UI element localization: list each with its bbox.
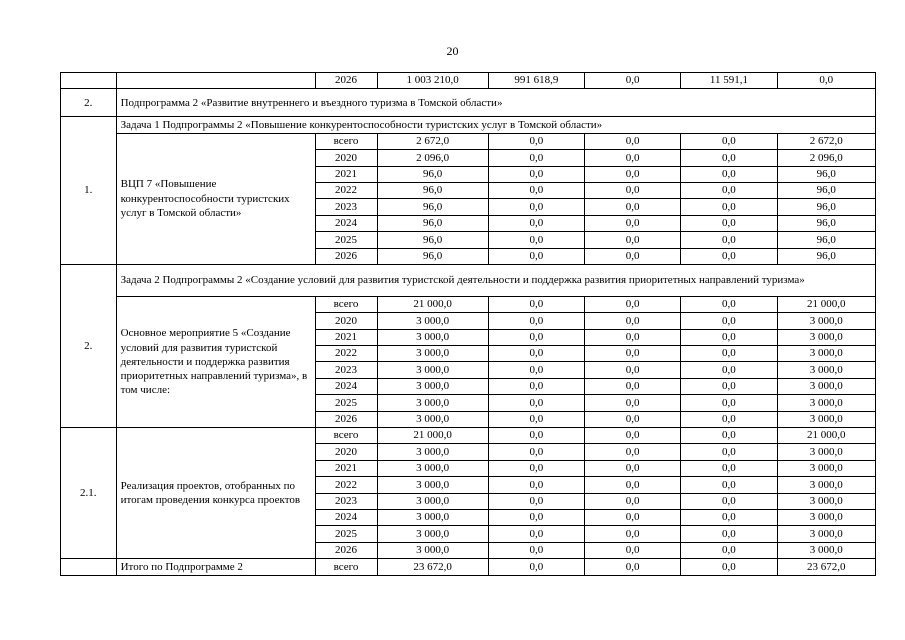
activity-name: Реализация проектов, отобранных по итогам проведения конкурса проектов	[116, 428, 315, 559]
value-cell: 0,0	[585, 182, 681, 198]
value-cell: 0,0	[488, 199, 584, 215]
value-cell: 3 000,0	[377, 542, 488, 558]
value-cell: 21 000,0	[777, 296, 875, 312]
value-cell: 3 000,0	[377, 444, 488, 460]
year-cell: 2020	[315, 444, 377, 460]
value-cell: 0,0	[585, 150, 681, 166]
value-cell: 991 618,9	[488, 73, 584, 89]
year-cell: 2026	[315, 411, 377, 427]
value-cell: 0,0	[488, 395, 584, 411]
year-cell: 2020	[315, 313, 377, 329]
value-cell: 0,0	[488, 542, 584, 558]
value-cell: 2 672,0	[777, 133, 875, 149]
value-cell: 0,0	[585, 313, 681, 329]
activity-name: Основное мероприятие 5 «Создание условий для развития туристской деятельности и поддержка развития приоритетных направлений туризма», в том числе:	[116, 296, 315, 427]
value-cell: 0,0	[585, 346, 681, 362]
value-cell: 0,0	[681, 133, 777, 149]
value-cell: 0,0	[488, 166, 584, 182]
value-cell: 0,0	[488, 509, 584, 525]
value-cell: 11 591,1	[681, 73, 777, 89]
value-cell: 0,0	[585, 248, 681, 264]
year-cell: 2024	[315, 378, 377, 394]
value-cell: 0,0	[488, 559, 584, 575]
value-cell: 96,0	[777, 166, 875, 182]
year-cell: 2022	[315, 182, 377, 198]
value-cell: 0,0	[585, 460, 681, 476]
value-cell: 3 000,0	[377, 509, 488, 525]
value-cell: 96,0	[377, 248, 488, 264]
value-cell: 3 000,0	[377, 395, 488, 411]
value-cell: 0,0	[681, 460, 777, 476]
value-cell: 3 000,0	[777, 493, 875, 509]
value-cell: 0,0	[488, 215, 584, 231]
budget-table	[60, 72, 876, 576]
value-cell: 0,0	[681, 248, 777, 264]
year-cell: 2026	[315, 248, 377, 264]
value-cell: 0,0	[488, 150, 584, 166]
task-title-row	[61, 264, 876, 296]
value-cell: 0,0	[488, 477, 584, 493]
value-cell: 96,0	[777, 248, 875, 264]
value-cell: 0,0	[681, 526, 777, 542]
value-cell: 0,0	[681, 199, 777, 215]
value-cell: 96,0	[377, 166, 488, 182]
page-number: 20	[446, 44, 459, 58]
value-cell: 96,0	[377, 215, 488, 231]
value-cell: 0,0	[585, 362, 681, 378]
value-cell: 0,0	[681, 509, 777, 525]
value-cell: 3 000,0	[377, 460, 488, 476]
value-cell: 0,0	[488, 248, 584, 264]
value-cell: 0,0	[585, 378, 681, 394]
value-cell: 2 672,0	[377, 133, 488, 149]
value-cell: 0,0	[488, 133, 584, 149]
year-cell: всего	[315, 559, 377, 575]
value-cell: 3 000,0	[777, 313, 875, 329]
value-cell: 3 000,0	[777, 444, 875, 460]
value-cell: 0,0	[488, 232, 584, 248]
value-cell: 0,0	[681, 542, 777, 558]
value-cell: 0,0	[488, 493, 584, 509]
value-cell: 0,0	[585, 73, 681, 89]
value-cell: 0,0	[585, 509, 681, 525]
value-cell: 0,0	[585, 542, 681, 558]
year-cell: 2021	[315, 460, 377, 476]
value-cell: 0,0	[488, 296, 584, 312]
value-cell: 0,0	[488, 362, 584, 378]
value-cell: 21 000,0	[777, 428, 875, 444]
value-cell: 96,0	[777, 232, 875, 248]
value-cell: 0,0	[585, 329, 681, 345]
year-cell: всего	[315, 428, 377, 444]
year-cell: всего	[315, 296, 377, 312]
year-cell: 2020	[315, 150, 377, 166]
value-cell: 3 000,0	[377, 313, 488, 329]
value-cell: 0,0	[585, 296, 681, 312]
value-cell: 23 672,0	[377, 559, 488, 575]
year-cell: всего	[315, 133, 377, 149]
value-cell: 2 096,0	[777, 150, 875, 166]
table-row	[61, 428, 876, 444]
task-title: Задача 1 Подпрограммы 2 «Повышение конкурентоспособности туристских услуг в Томской области»	[116, 117, 875, 133]
value-cell: 0,0	[681, 166, 777, 182]
value-cell: 0,0	[488, 313, 584, 329]
year-cell: 2025	[315, 395, 377, 411]
value-cell: 0,0	[585, 526, 681, 542]
value-cell: 3 000,0	[777, 460, 875, 476]
value-cell: 0,0	[681, 411, 777, 427]
value-cell: 0,0	[681, 493, 777, 509]
value-cell: 0,0	[585, 444, 681, 460]
year-cell: 2026	[315, 73, 377, 89]
value-cell: 3 000,0	[777, 542, 875, 558]
year-cell: 2023	[315, 199, 377, 215]
item-number: 2.	[61, 264, 117, 427]
value-cell: 0,0	[681, 215, 777, 231]
value-cell: 96,0	[377, 232, 488, 248]
year-cell: 2023	[315, 362, 377, 378]
value-cell: 96,0	[777, 182, 875, 198]
value-cell: 3 000,0	[377, 329, 488, 345]
table-row	[61, 133, 876, 149]
value-cell: 0,0	[488, 428, 584, 444]
value-cell: 0,0	[681, 444, 777, 460]
value-cell: 0,0	[777, 73, 875, 89]
year-cell: 2025	[315, 526, 377, 542]
value-cell: 3 000,0	[377, 493, 488, 509]
subprogram-row	[61, 89, 876, 117]
value-cell: 0,0	[681, 296, 777, 312]
value-cell: 96,0	[377, 182, 488, 198]
value-cell: 0,0	[681, 182, 777, 198]
subprogram-number: 2.	[61, 89, 117, 117]
value-cell: 0,0	[488, 378, 584, 394]
value-cell: 0,0	[488, 526, 584, 542]
year-cell: 2021	[315, 329, 377, 345]
value-cell: 0,0	[488, 329, 584, 345]
value-cell: 21 000,0	[377, 428, 488, 444]
task-title-row	[61, 117, 876, 133]
value-cell: 0,0	[681, 395, 777, 411]
value-cell: 1 003 210,0	[377, 73, 488, 89]
value-cell: 3 000,0	[777, 477, 875, 493]
year-cell: 2024	[315, 509, 377, 525]
value-cell: 0,0	[488, 346, 584, 362]
value-cell: 0,0	[488, 460, 584, 476]
year-cell: 2026	[315, 542, 377, 558]
value-cell: 0,0	[585, 232, 681, 248]
value-cell: 3 000,0	[777, 526, 875, 542]
year-cell: 2021	[315, 166, 377, 182]
table-row	[61, 296, 876, 312]
total-label: Итого по Подпрограмме 2	[116, 559, 315, 575]
value-cell: 0,0	[585, 166, 681, 182]
value-cell: 96,0	[377, 199, 488, 215]
value-cell: 0,0	[585, 215, 681, 231]
year-cell: 2025	[315, 232, 377, 248]
value-cell: 3 000,0	[377, 346, 488, 362]
value-cell: 0,0	[681, 150, 777, 166]
name-cell	[116, 73, 315, 89]
total-row	[61, 559, 876, 575]
year-cell: 2022	[315, 477, 377, 493]
value-cell: 96,0	[777, 199, 875, 215]
value-cell: 3 000,0	[777, 329, 875, 345]
number-cell	[61, 559, 117, 575]
table-row	[61, 73, 876, 89]
value-cell: 3 000,0	[377, 411, 488, 427]
value-cell: 0,0	[681, 428, 777, 444]
year-cell: 2024	[315, 215, 377, 231]
value-cell: 0,0	[488, 444, 584, 460]
value-cell: 21 000,0	[377, 296, 488, 312]
value-cell: 3 000,0	[377, 362, 488, 378]
value-cell: 0,0	[585, 395, 681, 411]
value-cell: 2 096,0	[377, 150, 488, 166]
subprogram-title: Подпрограмма 2 «Развитие внутреннего и въездного туризма в Томской области»	[116, 89, 875, 117]
value-cell: 0,0	[585, 493, 681, 509]
item-number: 1.	[61, 117, 117, 265]
value-cell: 0,0	[681, 329, 777, 345]
item-number: 2.1.	[61, 428, 117, 559]
value-cell: 0,0	[585, 559, 681, 575]
value-cell: 0,0	[681, 313, 777, 329]
value-cell: 0,0	[681, 362, 777, 378]
year-cell: 2022	[315, 346, 377, 362]
value-cell: 3 000,0	[377, 526, 488, 542]
value-cell: 3 000,0	[777, 346, 875, 362]
value-cell: 0,0	[681, 477, 777, 493]
value-cell: 0,0	[681, 559, 777, 575]
value-cell: 23 672,0	[777, 559, 875, 575]
value-cell: 0,0	[681, 232, 777, 248]
number-cell	[61, 73, 117, 89]
value-cell: 0,0	[585, 133, 681, 149]
value-cell: 3 000,0	[777, 509, 875, 525]
value-cell: 0,0	[585, 199, 681, 215]
value-cell: 3 000,0	[777, 362, 875, 378]
value-cell: 3 000,0	[377, 378, 488, 394]
value-cell: 3 000,0	[777, 411, 875, 427]
value-cell: 0,0	[488, 182, 584, 198]
value-cell: 0,0	[681, 346, 777, 362]
value-cell: 96,0	[777, 215, 875, 231]
value-cell: 0,0	[585, 411, 681, 427]
value-cell: 0,0	[488, 411, 584, 427]
value-cell: 0,0	[681, 378, 777, 394]
value-cell: 3 000,0	[777, 395, 875, 411]
value-cell: 0,0	[585, 477, 681, 493]
task-title: Задача 2 Подпрограммы 2 «Создание условий для развития туристской деятельности и поддержка развития приоритетных направлений туризма»	[116, 264, 875, 296]
value-cell: 3 000,0	[377, 477, 488, 493]
value-cell: 3 000,0	[777, 378, 875, 394]
activity-name: ВЦП 7 «Повышение конкурентоспособности туристских услуг в Томской области»	[116, 133, 315, 264]
value-cell: 0,0	[585, 428, 681, 444]
year-cell: 2023	[315, 493, 377, 509]
